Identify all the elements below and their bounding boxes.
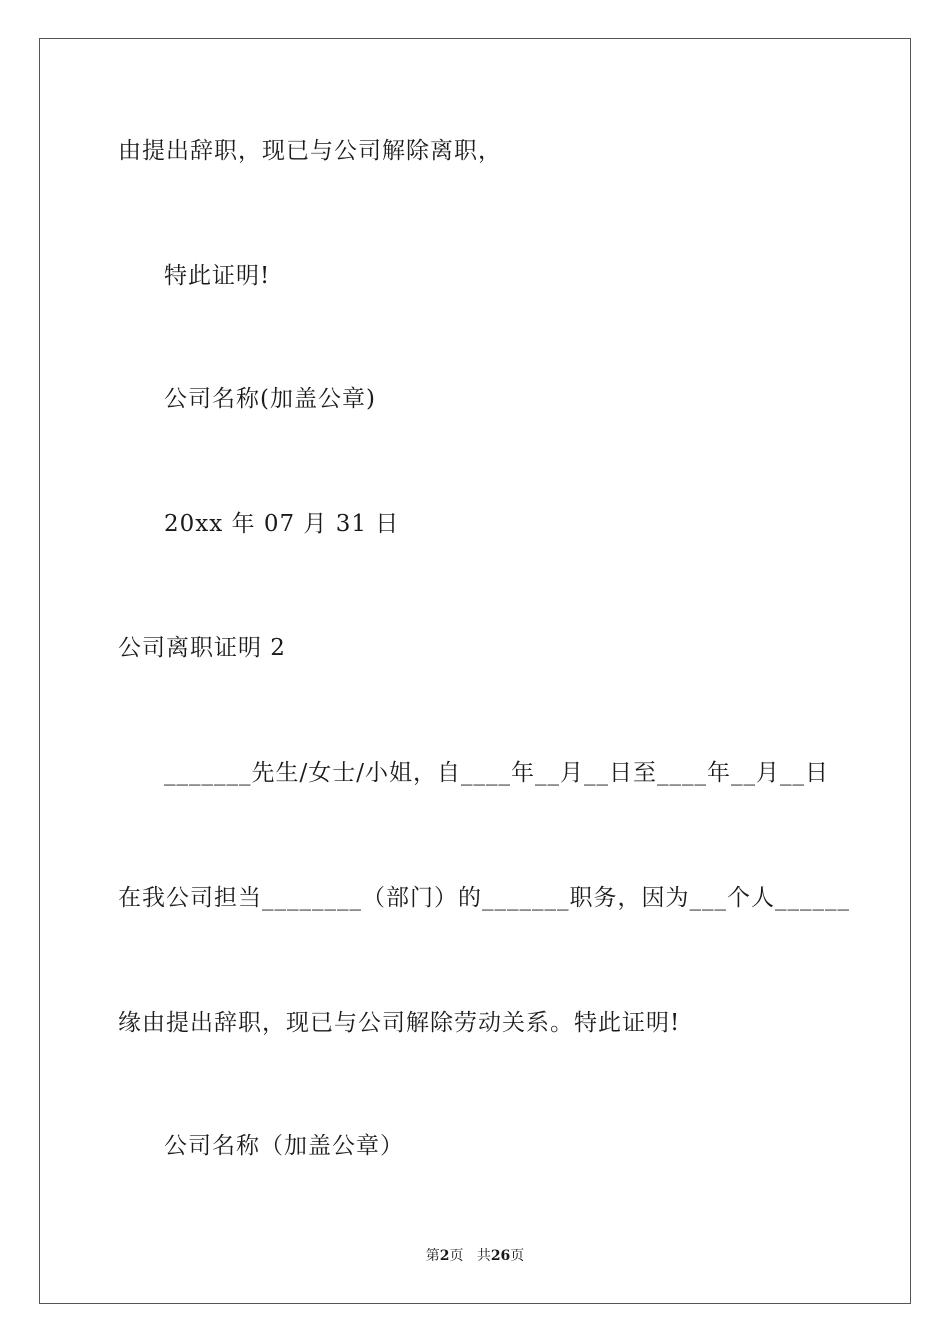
footer-page-prefix: 第 — [425, 1248, 440, 1264]
footer-total-prefix: 共 — [476, 1248, 491, 1264]
section-title: 公司离职证明 2 — [118, 635, 286, 661]
footer-page-suffix: 页 — [449, 1248, 464, 1264]
body-line-2: _______先生/女士/小姐，自____年__月__日至____年__月__日 — [164, 760, 829, 786]
page-frame — [39, 38, 911, 1304]
body-line-4: 缘由提出辞职，现已与公司解除劳动关系。特此证明! — [118, 1010, 681, 1036]
footer-total-suffix: 页 — [510, 1248, 525, 1264]
body-line-3: 在我公司担当________（部门）的_______职务，因为___个人______ — [118, 885, 850, 911]
company-name-seal-2: 公司名称（加盖公章） — [164, 1133, 404, 1159]
footer-total-pages: 26 — [490, 1248, 511, 1264]
closing-statement: 特此证明! — [164, 263, 271, 289]
page-footer — [0, 1246, 950, 1266]
company-name-seal: 公司名称(加盖公章) — [164, 386, 376, 412]
body-line-1: 由提出辞职，现已与公司解除离职， — [118, 138, 502, 164]
issue-date: 20xx 年 07 月 31 日 — [164, 511, 400, 537]
footer-page-number: 2 — [439, 1248, 450, 1264]
